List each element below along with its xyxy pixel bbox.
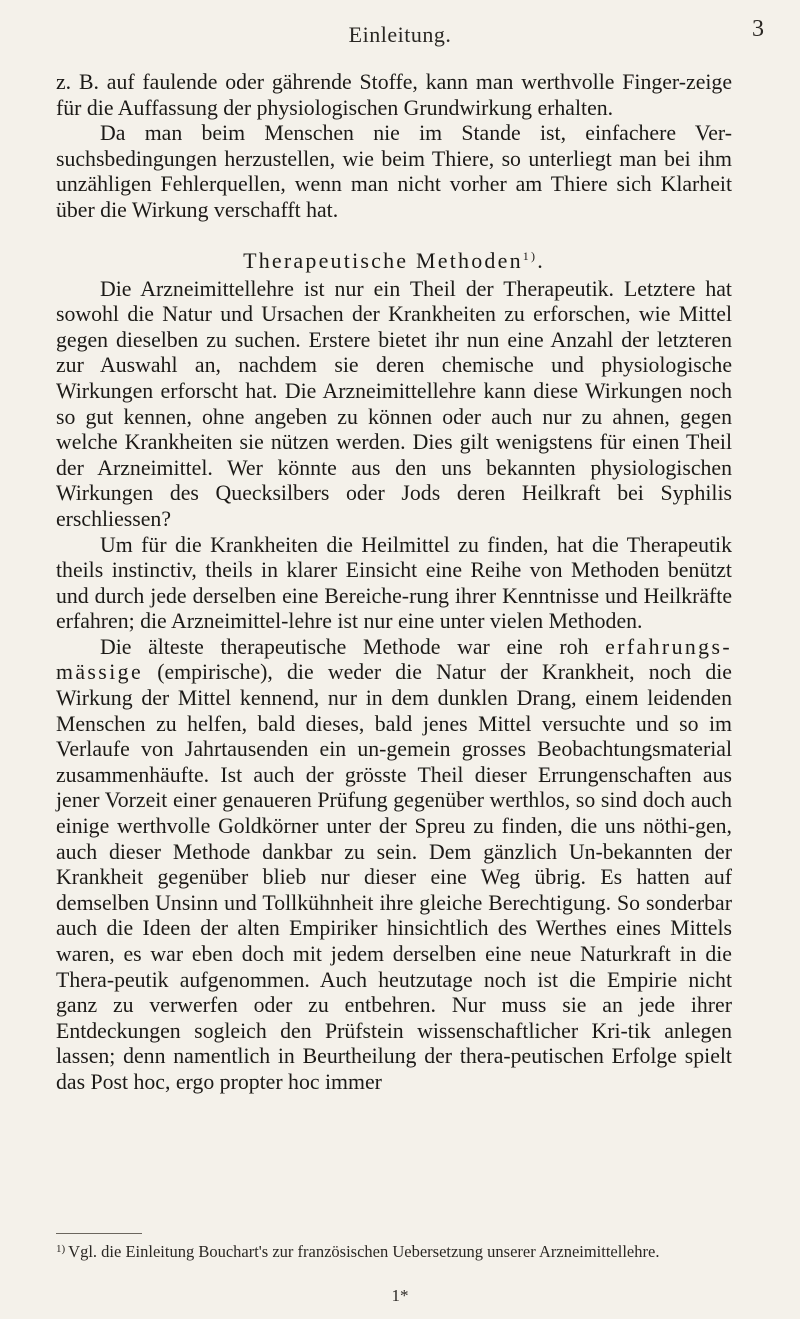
page-number: 3 xyxy=(752,16,764,42)
empirie-text-after: (empirische), die weder die Natur der Krankheit, noch die Wirkung der Mittel kennend, nur in dem dunklen Drang, einem leidenden Menschen zu helfen, bald dieses, bald jenes Mittel versuchte und so im Verlaufe von Jahrtausenden ein un-gemein grosses Beobachtungsmaterial zusammenhäufte. Ist auch der grösste Theil dieser Errungenschaften aus jener Vorzeit einer genaueren Prüfung gegenüber werthlos, so sind doch auch einige werthvolle Goldkörner unter der Spreu zu finden, die uns nöthi-gen, auch dieser Methode dankbar zu sein. Dem gänzlich Un-bekannten der Krankheit gegenüber blieb nur dieser eine Weg übrig. Es hatten auf demselben Unsinn und Tollkühnheit ihre gleiche Berechtigung. So sonderbar auch die Ideen der alten Empiriker hinsichtlich des Werthes eines Mittels waren, es war eben doch mit jedem derselben eine neue Naturkraft in die Thera-peutik aufgenommen. Auch heutzutage noch ist die Empirie nicht ganz zu verwerfen oder zu entbehren. Nur muss sie an jede ihrer Entdeckungen sogleich den Prüfstein wissenschaftlicher Kri-tik anlegen lassen; denn namentlich in Beurtheilung der thera-peutischen Erfolge spielt das Post hoc, ergo propter hoc immer xyxy=(56,660,732,1094)
paragraph-continuation: z. B. auf faulende oder gährende Stoffe, kann man werthvolle Finger-zeige für die Auffassung der physiologischen Grundwirkung erhalten. xyxy=(56,70,732,120)
paragraph-methoden: Um für die Krankheiten die Heilmittel zu finden, hat die Therapeutik theils instinctiv, theils in klarer Einsicht eine Reihe von Methoden benützt und durch jede derselben eine Bereiche-rung ihrer Kenntnisse und Heilkräfte erfahren; die Arzneimittel-lehre ist nur eine unter vielen Methoden. xyxy=(56,532,732,634)
footnote-mark: 1) xyxy=(56,1243,66,1255)
body-text xyxy=(56,70,732,1096)
section-heading-text: Therapeutische Methoden xyxy=(243,247,523,273)
empirie-text-before: Die älteste therapeutische Methode war eine roh xyxy=(100,634,606,659)
paragraph-experiment: Da man beim Menschen nie im Stande ist, einfachere Ver-suchsbedingungen herzustellen, wie beim Thiere, so unterliegt man bei ihm unzähligen Fehlerquellen, wenn man nicht vorher am Thiere sich Klarheit über die Wirkung verschafft hat. xyxy=(56,121,732,222)
footnote-reference: 1) xyxy=(522,248,538,263)
page-header xyxy=(0,16,800,56)
footnote-text: Vgl. die Einleitung Bouchart's zur französischen Uebersetzung unserer Arzneimittellehre. xyxy=(68,1242,660,1261)
section-heading: Therapeutische Methoden$^{1)}$. xyxy=(243,247,545,273)
paragraph-arzneimittellehre: Die Arzneimittellehre ist nur ein Theil der Therapeutik. Letztere hat sowohl die Natur und Ursachen der Krankheiten zu erforschen, wie Mittel gegen dieselben zu suchen. Erstere bietet ihr nun eine Anzahl der letzteren zur Auswahl an, nachdem sie deren chemische und physiologische Wirkungen erforscht hat. Die Arzneimittellehre kann diese Wirkungen noch so gut kennen, ohne angeben zu können oder auch nur zu ahnen, gegen welche Krankheiten sie nützen werden. Dies gilt wenigstens für einen Theil der Arzneimittel. Wer könnte aus den uns bekannten physiologischen Wirkungen des Quecksilbers oder Jods deren Heilkraft bei Syphilis erschliessen? xyxy=(56,276,732,531)
paragraph-empirie xyxy=(56,635,732,1096)
signature-mark: 1* xyxy=(391,1286,409,1305)
footnote xyxy=(56,1240,732,1261)
empirie-emphasis: erfahrungs-mässige xyxy=(56,634,732,685)
running-head: Einleitung. xyxy=(348,22,452,47)
footnote-divider xyxy=(56,1233,142,1234)
